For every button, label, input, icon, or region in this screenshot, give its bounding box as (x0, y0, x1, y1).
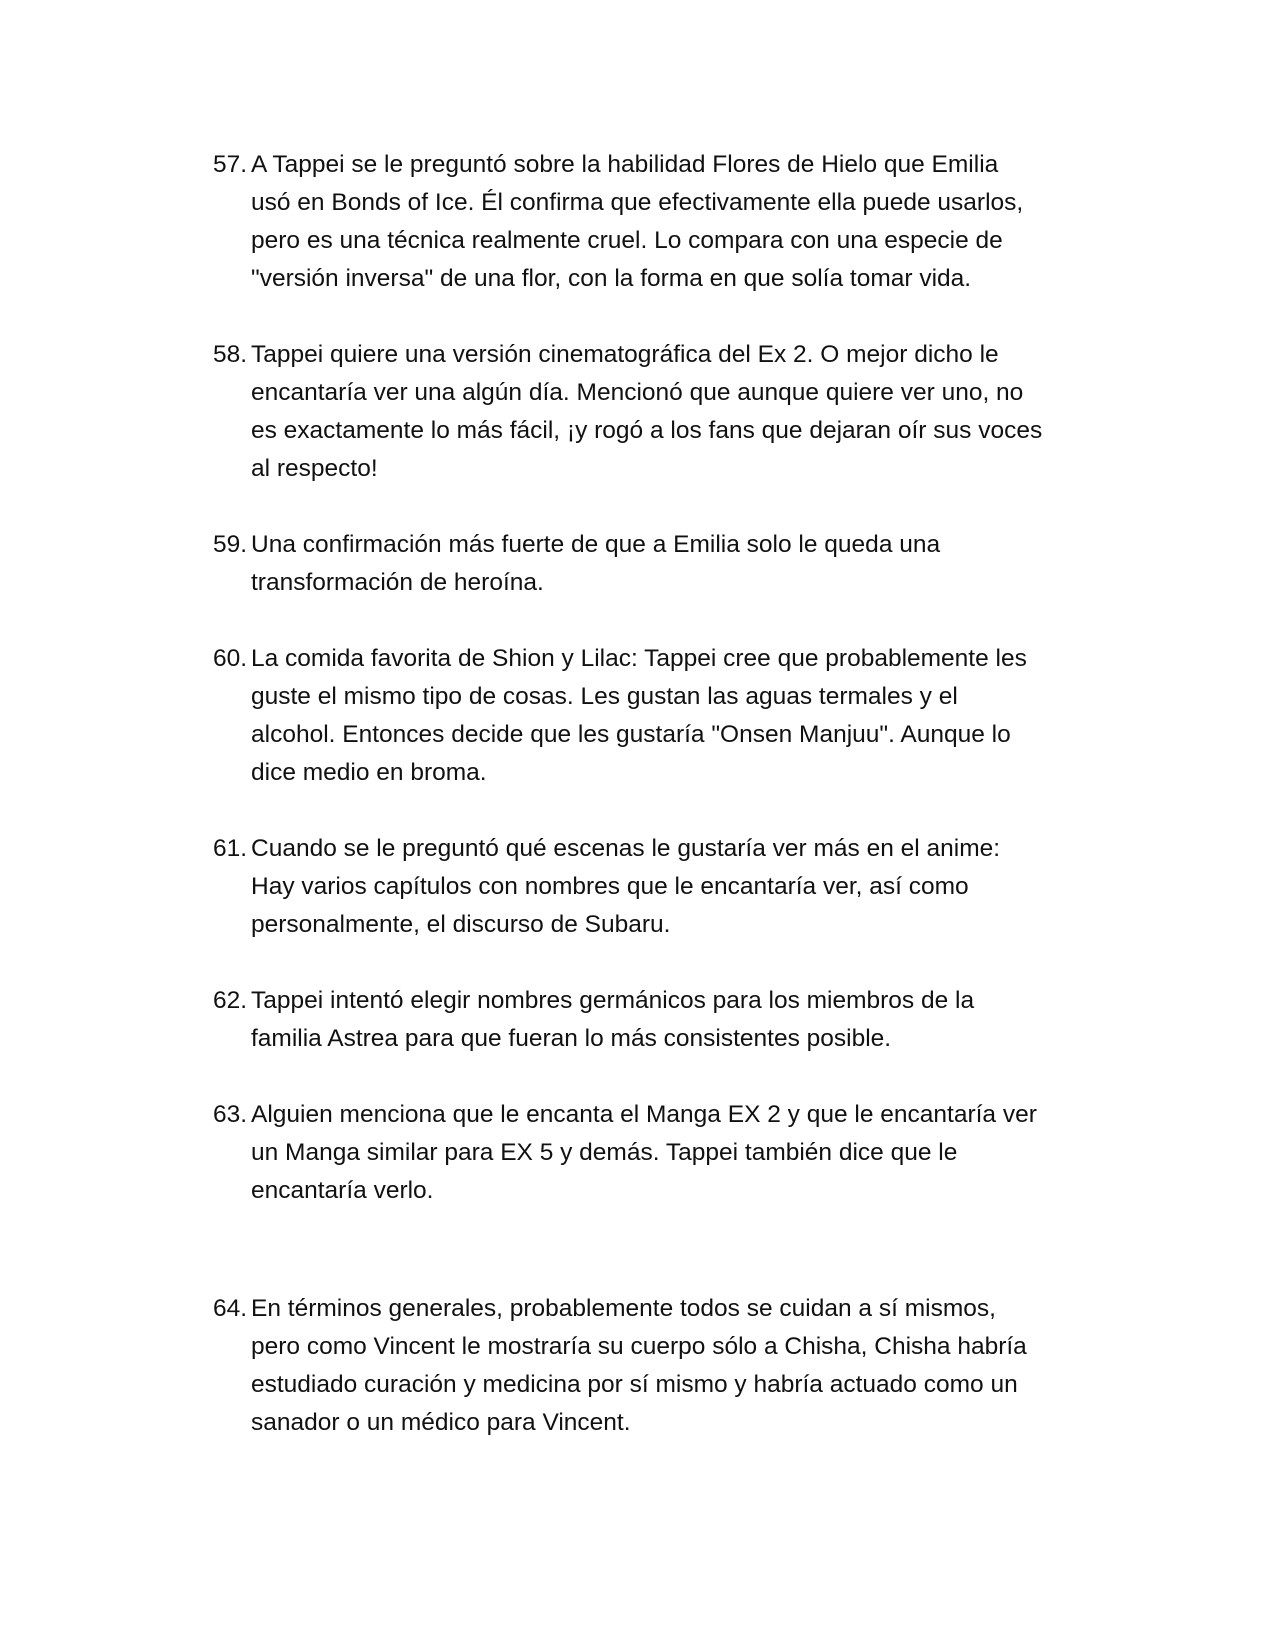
list-item-58 (213, 336, 1093, 488)
item-number: 64. (213, 1295, 248, 1322)
text-line: "versión inversa" de una flor, con la forma en que solía tomar vida. (251, 265, 972, 292)
text-line: La comida favorita de Shion y Lilac: Tappei cree que probablemente les (251, 645, 1027, 672)
item-number: 58. (213, 341, 248, 368)
item-text (251, 336, 1093, 488)
item-text (251, 146, 1093, 298)
text-line: A Tappei se le preguntó sobre la habilidad Flores de Hielo que Emilia (251, 151, 999, 178)
item-text (251, 830, 1093, 944)
list-item-64 (213, 1290, 1093, 1442)
list-item-59 (213, 526, 1093, 602)
text-line: En términos generales, probablemente todos se cuidan a sí mismos, (251, 1295, 996, 1322)
text-line: usó en Bonds of Ice. Él confirma que efectivamente ella puede usarlos, (251, 189, 1024, 216)
text-line: Tappei intentó elegir nombres germánicos para los miembros de la (251, 987, 975, 1014)
text-line: pero como Vincent le mostraría su cuerpo sólo a Chisha, Chisha habría (251, 1333, 1027, 1360)
text-line: pero es una técnica realmente cruel. Lo compara con una especie de (251, 227, 1003, 254)
item-text (251, 982, 1093, 1058)
list-item-60 (213, 640, 1093, 792)
item-text (251, 640, 1093, 792)
item-text (251, 526, 1093, 602)
text-line: encantaría verlo. (251, 1177, 434, 1204)
list-item-57 (213, 146, 1093, 298)
item-number: 60. (213, 645, 248, 672)
item-number: 62. (213, 987, 248, 1014)
text-line: Una confirmación más fuerte de que a Emilia solo le queda una (251, 531, 941, 558)
text-line: Tappei quiere una versión cinematográfica del Ex 2. O mejor dicho le (251, 341, 999, 368)
item-number: 63. (213, 1101, 248, 1128)
text-line: familia Astrea para que fueran lo más consistentes posible. (251, 1025, 892, 1052)
text-line: un Manga similar para EX 5 y demás. Tappei también dice que le (251, 1139, 958, 1166)
text-line: guste el mismo tipo de cosas. Les gustan las aguas termales y el (251, 683, 958, 710)
text-line: personalmente, el discurso de Subaru. (251, 911, 671, 938)
item-number: 61. (213, 835, 248, 862)
item-number: 59. (213, 531, 248, 558)
text-line: Hay varios capítulos con nombres que le encantaría ver, así como (251, 873, 969, 900)
text-line: estudiado curación y medicina por sí mismo y habría actuado como un (251, 1371, 1018, 1398)
text-line: Cuando se le preguntó qué escenas le gustaría ver más en el anime: (251, 835, 1001, 862)
text-line: alcohol. Entonces decide que les gustaría "Onsen Manjuu". Aunque lo (251, 721, 1011, 748)
text-line: Alguien menciona que le encanta el Manga EX 2 y que le encantaría ver (251, 1101, 1037, 1128)
text-line: al respecto! (251, 455, 378, 482)
text-line: encantaría ver una algún día. Mencionó que aunque quiere ver uno, no (251, 379, 1024, 406)
list-item-62 (213, 982, 1093, 1058)
list-item-61 (213, 830, 1093, 944)
text-line: dice medio en broma. (251, 759, 487, 786)
text-line: transformación de heroína. (251, 569, 544, 596)
item-text (251, 1096, 1093, 1210)
text-line: es exactamente lo más fácil, ¡y rogó a los fans que dejaran oír sus voces (251, 417, 1043, 444)
item-text (251, 1290, 1093, 1442)
text-line: sanador o un médico para Vincent. (251, 1409, 631, 1436)
list-item-63 (213, 1096, 1093, 1210)
item-number: 57. (213, 151, 248, 178)
